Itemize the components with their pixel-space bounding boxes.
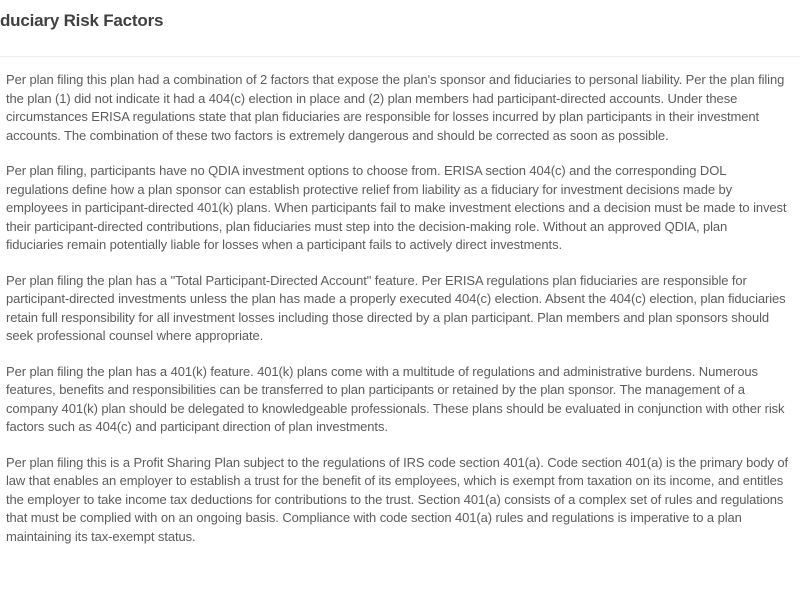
fiduciary-risk-factors-page (0, 11, 800, 600)
title-divider (0, 56, 800, 57)
paragraph-total-participant-directed-account: Per plan filing the plan has a "Total Participant-Directed Account" feature. Per ERISA regulations plan fiduciaries are responsible for participant-directed investments unless the plan has made a properly executed 404(c) election. Absent the 404(c) election, plan fiduciaries retain full responsibility for all investment losses including those directed by a plan participant. Plan members and plan sponsors should seek professional counsel where appropriate. (6, 272, 786, 343)
paragraph-combination-of-factors: Per plan filing this plan had a combination of 2 factors that expose the plan's sponsor and fiduciaries to personal liability. Per the plan filing the plan (1) did not indicate it had a 404(c) election in place and (2) plan members had participant-directed accounts. Under these circumstances ERISA regulations state that plan fiduciaries are responsible for losses incurred by plan participants in their investment accounts. The combination of these two factors is extremely dangerous and should be corrected as soon as possible. (6, 72, 785, 143)
paragraph-no-qdia-options: Per plan filing, participants have no QDIA investment options to choose from. ERISA section 404(c) and the corresponding DOL regulations define how a plan sponsor can establish protective relief from liability as a fiduciary for investment decisions made by employees in participant-directed 401(k) plans. When participants fail to make investment elections and a decision must be made to invest their participant-directed contributions, plan fiduciaries must step into the decision-making role. Without an approved QDIA, plan fiduciaries remain potentially liable for losses when a participant fails to actively direct investments. (6, 163, 787, 252)
report-body (0, 71, 796, 546)
page-title: duciary Risk Factors (0, 11, 164, 30)
paragraph-401k-feature: Per plan filing the plan has a 401(k) feature. 401(k) plans come with a multitude of regulations and administrative burdens. Numerous features, benefits and responsibilities can be transferred to plan participants or retained by the plan sponsor. The management of a company 401(k) plan should be delegated to knowledgeable professionals. These plans should be evaluated in conjunction with other risk factors such as 404(c) and participant direction of plan investments. (6, 363, 785, 434)
paragraph-profit-sharing-plan: Per plan filing this is a Profit Sharing Plan subject to the regulations of IRS code section 401(a). Code section 401(a) is the primary body of law that enables an employer to establish a trust for the benefit of its employees, which is exempt from taxation on its income, and entitles the employer to take income tax deductions for contributions to the trust. Section 401(a) consists of a complex set of rules and regulations that must be complied with on an ongoing basis. Compliance with code section 401(a) rules and regulations is imperative to a plan maintaining its tax-exempt status. (6, 454, 789, 544)
